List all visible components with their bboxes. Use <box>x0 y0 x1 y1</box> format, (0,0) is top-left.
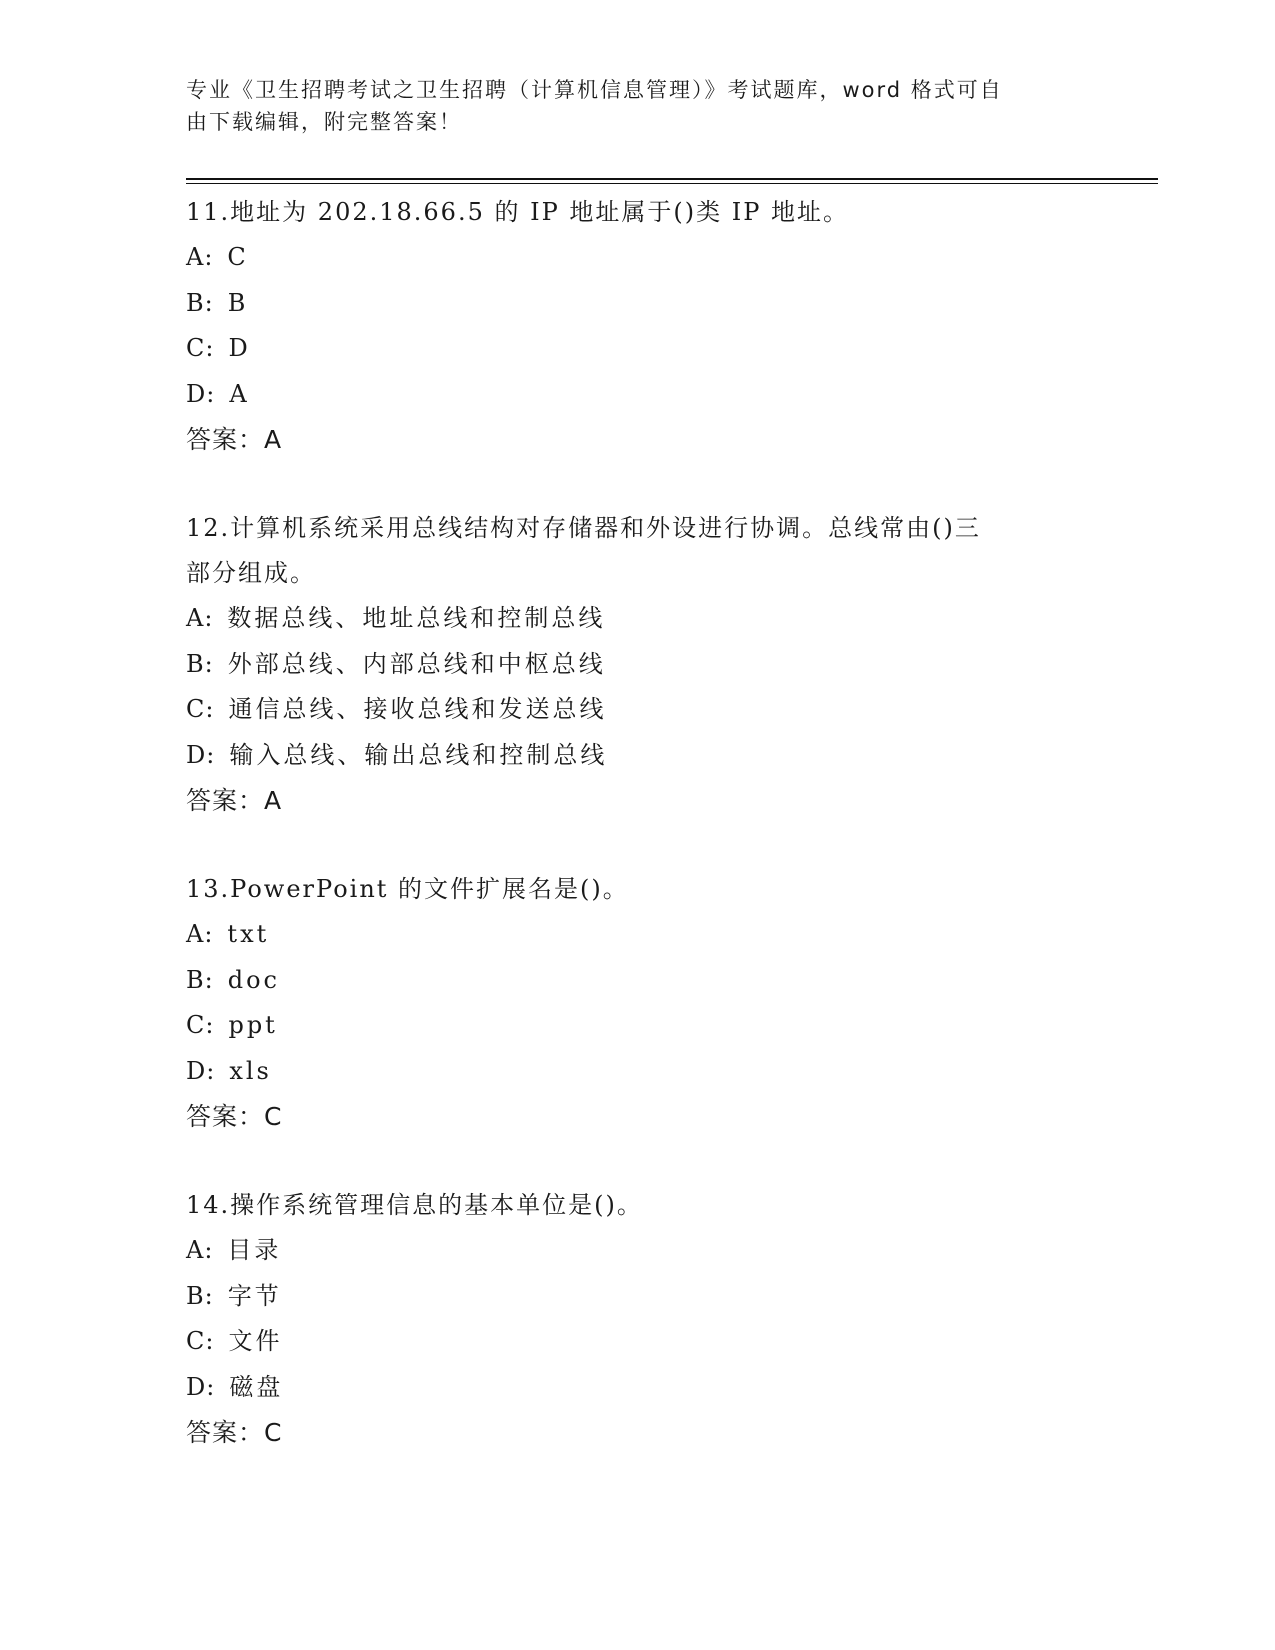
option-d <box>186 1049 1086 1095</box>
option-c <box>186 326 1086 372</box>
option-b <box>186 281 1086 327</box>
option-letter: A: <box>186 604 214 632</box>
option-letter: A: <box>186 1236 214 1264</box>
option-text: A <box>229 379 250 408</box>
option-letter: D: <box>186 740 216 769</box>
option-letter: B: <box>186 649 214 678</box>
option-text: D <box>228 334 251 362</box>
document-header <box>186 74 1066 138</box>
question-list <box>186 190 1086 1455</box>
option-b <box>186 642 1086 688</box>
question-13 <box>186 867 1086 1139</box>
header-divider-thick <box>186 178 1158 180</box>
option-text: B <box>227 288 249 317</box>
answer-line: 答案：A <box>186 786 283 815</box>
answer-line: 答案：C <box>186 1102 283 1131</box>
option-letter: D: <box>186 1372 216 1401</box>
option-d <box>186 1365 1086 1411</box>
question-stem-continued: 部分组成。 <box>186 559 316 587</box>
option-b <box>186 1274 1086 1320</box>
option-b <box>186 958 1086 1004</box>
option-letter: D: <box>186 379 216 408</box>
option-letter: D: <box>186 1056 216 1085</box>
option-letter: C: <box>186 1327 215 1355</box>
option-c <box>186 1003 1086 1049</box>
question-14 <box>186 1183 1086 1455</box>
option-letter: C: <box>186 1011 215 1039</box>
question-stem: 13.PowerPoint 的文件扩展名是()。 <box>186 875 629 903</box>
option-letter: A: <box>186 243 214 271</box>
answer-line: 答案：A <box>186 425 283 454</box>
option-letter: B: <box>186 1281 214 1310</box>
option-letter: B: <box>186 965 214 994</box>
option-letter: C: <box>186 695 215 723</box>
option-a <box>186 912 1086 958</box>
header-divider-thin <box>186 183 1158 184</box>
option-text: xls <box>229 1056 272 1085</box>
option-text: 目录 <box>227 1236 282 1264</box>
option-text: 磁盘 <box>229 1372 284 1401</box>
question-12 <box>186 506 1086 823</box>
option-d <box>186 372 1086 418</box>
answer-line: 答案：C <box>186 1418 283 1447</box>
option-text: txt <box>227 920 270 948</box>
question-stem: 14.操作系统管理信息的基本单位是()。 <box>186 1191 643 1219</box>
option-a <box>186 596 1086 642</box>
option-text: 通信总线、接收总线和发送总线 <box>228 695 607 723</box>
option-letter: A: <box>186 920 214 948</box>
option-text: 输入总线、输出总线和控制总线 <box>229 740 608 769</box>
question-stem: 12.计算机系统采用总线结构对存储器和外设进行协调。总线常由()三 <box>186 514 981 542</box>
question-stem: 11.地址为 202.18.66.5 的 IP 地址属于()类 IP 地址。 <box>186 198 849 226</box>
option-letter: C: <box>186 334 215 362</box>
option-a <box>186 235 1086 281</box>
option-a <box>186 1228 1086 1274</box>
option-text: 外部总线、内部总线和中枢总线 <box>227 649 606 678</box>
option-text: 字节 <box>227 1281 282 1310</box>
option-text: ppt <box>228 1011 278 1039</box>
question-11 <box>186 190 1086 462</box>
option-c <box>186 1319 1086 1365</box>
header-line-2: 由下载编辑，附完整答案！ <box>186 110 462 134</box>
option-letter: B: <box>186 288 214 317</box>
option-text: 数据总线、地址总线和控制总线 <box>227 604 606 632</box>
option-c <box>186 687 1086 733</box>
option-text: 文件 <box>228 1327 283 1355</box>
option-text: doc <box>227 965 280 994</box>
option-d <box>186 733 1086 779</box>
header-line-1: 专业《卫生招聘考试之卫生招聘（计算机信息管理）》考试题库，word 格式可自 <box>186 78 1003 102</box>
option-text: C <box>227 243 249 271</box>
